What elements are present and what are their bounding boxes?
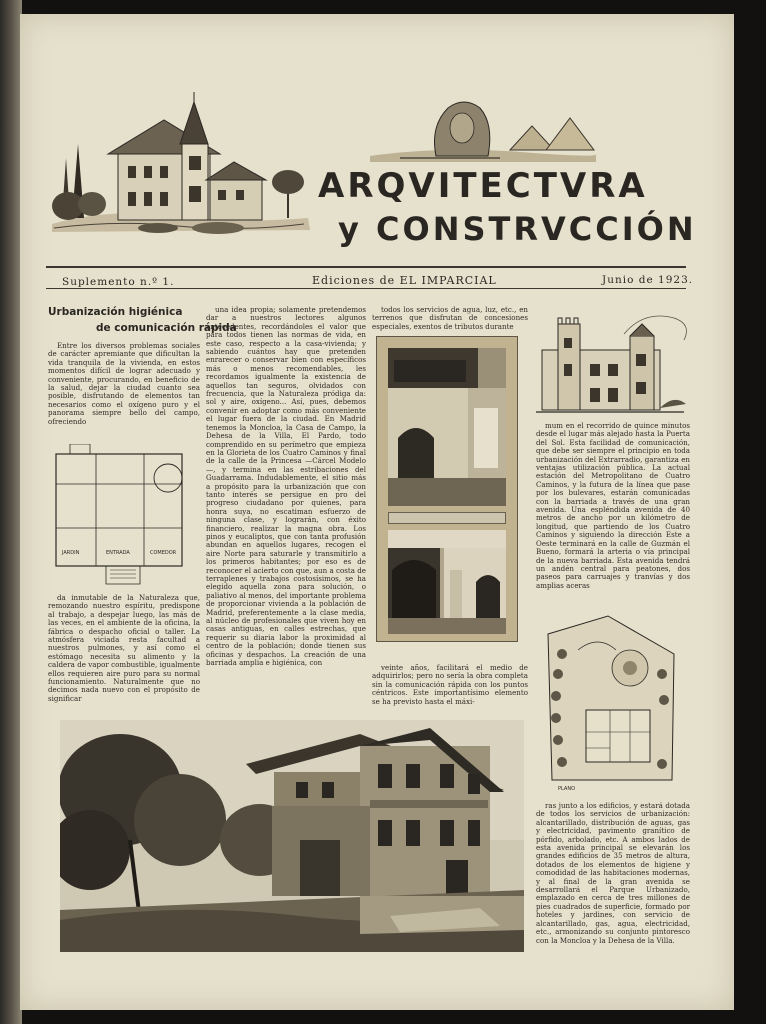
article-column-1-top: Entre los diversos problemas sociales de carácter apremiante que dificultan la vida tranquila de la vivienda, en estos momentos difícil de lograr adecuado y conveniente, procurando, en beneficio de la salud, dejar la ciudad cuanto sea posible, disfrutando de elementos tan necesarios como el oxígeno puro y el panorama siempre bello del campo, ofreciendo — [48, 342, 200, 426]
floor-plan-drawing — [50, 444, 200, 590]
article-heading-line-1: Urbanización higiénica — [48, 306, 183, 318]
article-heading-line-2: de comunicación rápida — [96, 322, 237, 334]
floor-plan-label-jardin: JARDIN — [62, 550, 80, 556]
masthead-rule-top — [46, 266, 686, 268]
issue-date: Junio de 1923. — [602, 274, 694, 286]
article-column-2: una idea propia; solamente pretendemos dar a nuestros lectores algunos antecedentes, recordándoles el valor que para todos tienen las normas de vida, en este caso, respecto a la casa-vivienda; y sabiendo cuántos hay que pretenden enrarecer o conservar bien con específicos más o menos recomendables, les recordamos igualmente la existencia de aquellos tan seguros, olvidados con frecuencia, que la Naturaleza pródiga da: sol y aire, oxígeno... Así, pues, debemos convenir en adoptar como más conveniente el lugar fuera de la ciudad. En Madrid tenemos la Moncloa, la Casa de Campo, la Dehesa de la Villa, El Pardo, todo comprendido en su perímetro que empieza en la Glorieta de los Cuatro Caminos y final de la calle de la Princesa —Cárcel Modelo—, y termina en las estribaciones del Guadarrama. Indudablemente, el sitio más a propósito para la urbanización que con tanto interés se persigue en pro del progreso ciudadano por quienes, para honra suya, no escatiman esfuerzo de ninguna clase, y lograrán, con éxito financiero, realizar la magna obra. Los pinos y eucaliptos, que con tanta profusión abundan en aquellos lugares, recogen el aire Norte para saturarle y transmitirlo a los primeros habitantes; por eso es de reconocer el acierto con que, aun a costa de terraplenes y trabajos costosísimos, se ha elegido aquella zona para solución, o paliativo al menos, del importante problema de proporcionar vivienda a la población de Madrid, preferentemente a la clase media, al núcleo de profesionales que viven hoy en casas antiguas, en calles estrechas, que requerir su diaria labor la proximidad al centro de la población; donde tienen sus oficinas y despachos. La creación de una barriada amplia e higiénica, con — [206, 306, 366, 668]
floor-plan-label-comedor: COMEDOR — [150, 550, 177, 556]
masthead-title-line-1: ARQVITECTVRA — [318, 166, 648, 206]
article-column-3-top: todos los servicios de agua, luz, etc., en terrenos que disfrutan de concesiones especiales, exentos de tributos durante — [372, 306, 528, 331]
house-porch-photo — [388, 348, 506, 506]
article-column-1-bottom: da inmutable de la Naturaleza que, remozando nuestro espíritu, predispone al trabajo, a despejar luego, las más de las veces, en el ambiente de la oficina, la fábrica o despacho oficial o taller. La atmósfera viciada resta facultad a nuestros pulmones, y así como el estómago necesita su alimento y la caldera de vapor combustible, igualmente ellos requieren aire puro para su normal funcionamiento. Naturalmente que no decimos nada nuevo con el propósito de significar — [48, 594, 200, 703]
newspaper-page — [20, 14, 734, 1010]
sphinx-pyramids-illustration — [360, 92, 600, 168]
photo-caption-plate — [388, 512, 506, 524]
castle-villa-drawing — [534, 304, 694, 416]
site-plan-drawing — [538, 614, 684, 792]
masthead-villa-illustration — [48, 88, 320, 238]
article-column-3-bottom: veinte años, facilitará el medio de adquirirlos; pero no sería la obra completa sin la comunicación rápida con los puntos céntricos. Este importantísimo elemento se ha previsto hasta el máxi- — [372, 664, 528, 706]
masthead-rule-bottom — [46, 288, 686, 289]
house-arcade-photo — [388, 530, 506, 634]
chalet-house-photo — [60, 720, 524, 952]
article-column-4-middle: mum en el recorrido de quince minutos desde el lugar más alejado hasta la Puerta del Sol. Esta facilidad de comunicación, que debe ser siempre el principio en toda urbanización del Extrarradio, garantiza en ventajas utilización pública. La actual estación del Metropolitano de Cuatro Caminos, y la futura de la línea que pase por los bulevares, estarán comunicadas con la barriada a través de una gran avenida. Una espléndida avenida de 40 metros de ancho por un kilómetro de longitud, que partiendo de los Cuatro Caminos y siguiendo la dirección Este a Oeste terminará en la calle de Guzmán el Bueno, formará la arteria o vía principal de la nueva barriada. Esta avenida tendrá un andén central para peatones, dos paseos para carruajes y tranvías y dos amplias aceras — [536, 422, 690, 590]
masthead-title-line-2: y CONSTRVCCIÓN — [338, 210, 697, 248]
article-column-4-bottom: ras junto a los edificios, y estará dotada de todos los servicios de urbanización: alcantarillado, distribución de aguas, gas y electricidad, pavimento granítico de pórfido, arbolado, etc. A ambos lados de esta avenida principal se elevarán los grandes edificios de 35 metros de altura, dotados de los elementos de higiene y comodidad de las habitaciones modernas, y al final de la gran avenida se desarrollará el Parque Urbanizado, emplazado en cerca de tres millones de pies cuadrados de superficie, formado por hoteles y jardines, con servicio de alcantarillado, gas, agua, electricidad, etc., armonizando su conjunto pintoresco con la Moncloa y la Dehesa de la Villa. — [536, 802, 690, 945]
publisher-line: Ediciones de EL IMPARCIAL — [312, 274, 497, 287]
floor-plan-label-entrada: ENTRADA — [106, 550, 130, 556]
site-plan-label: PLANO — [558, 786, 576, 792]
supplement-number: Suplemento n.º 1. — [62, 276, 175, 288]
book-binding — [0, 0, 22, 1024]
